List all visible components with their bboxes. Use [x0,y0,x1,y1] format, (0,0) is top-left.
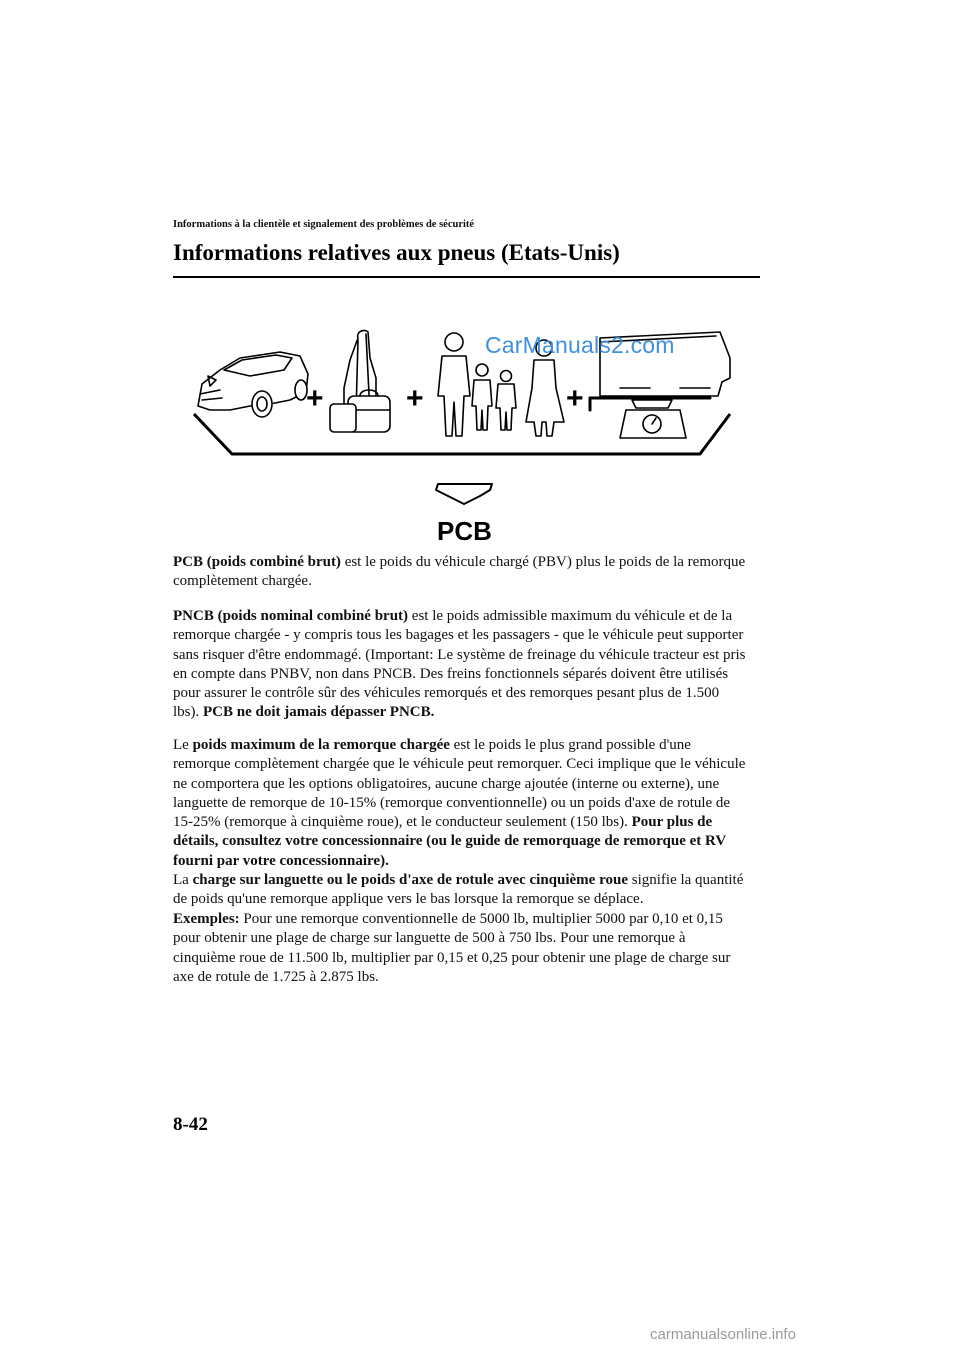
paragraph-pcb-definition [173,553,748,592]
down-arrow-icon [436,484,492,504]
car-icon [198,352,308,417]
text: Le [173,737,193,753]
section-label: Informations à la clientèle et signalement des problèmes de sécurité [173,219,475,230]
plus-sign: + [566,382,584,415]
text: est le poids admissible maximum du véhicule et de la remorque chargée - y compris tous les bagages et les passagers - que le véhicule peut supporter sans risquer d'être endommagé. (Important: Le système de freinage du véhicule tracteur est pris en compte dans PNBV, non dans PNCB. Des freins fonctionnels séparés doivent être utilisés pour assurer le contrôle sûr des véhicules remorqués et des remorques pesant plus de 1.500 lbs). [173,608,746,721]
page-title: Informations relatives aux pneus (Etats-Unis) [173,240,620,265]
plus-sign: + [306,382,324,415]
term-pncb: PNCB (poids nominal combiné brut) [173,608,409,624]
paragraph-pncb-definition [173,607,748,723]
footer-watermark: carmanualsonline.info [650,1326,796,1343]
term-tongue-load: charge sur languette ou le poids d'axe de rotule avec cinquième roue [192,872,628,889]
dealer-note: Pour plus de détails, consultez votre concessionnaire (ou le guide de remorquage de remorque et RV fourni par votre concessionnaire). [173,814,726,869]
luggage-icon [330,330,390,432]
term-max-trailer-weight: poids maximum de la remorque chargée [192,737,450,753]
paragraph-max-trailer-weight [173,736,748,910]
warning-text: PCB ne doit jamais dépasser PNCB. [203,704,435,721]
title-divider [173,276,760,278]
term-examples: Exemples: [173,911,240,927]
text: signifie la quantité de poids qu'une remorque applique vers le bas lorsque la remorque se déplace. [173,872,744,908]
pcb-result-label: PCB [437,516,492,546]
text: est le poids le plus grand possible d'une remorque complètement chargée que le véhicule peut remorquer. Ceci implique que le véhicule ne comportera que les options obligatoires, aucune charge ajoutée (interne ou externe), une languette de remorque de 10-15% (remorque conventionnelle) ou un poids d'axe de rotule de 15-25% (remorque à cinquième roue), et le conducteur seulement (150 lbs). [173,737,746,831]
term-pcb: PCB (poids combiné brut) [173,554,341,570]
text: est le poids du véhicule chargé (PBV) plus le poids de la remorque complètement chargée. [173,554,746,590]
plus-sign: + [406,382,424,415]
page-number: 8-42 [173,1114,208,1135]
text: La [173,872,193,889]
watermark: CarManuals2.com [485,332,675,358]
paragraph-examples [173,910,748,987]
text: Pour une remorque conventionnelle de 5000 lb, multiplier 5000 par 0,10 et 0,15 pour obtenir une plage de charge sur languette de 500 à 750 lbs. Pour une remorque à cinquième roue de 11.500 lb, multiplier par 0,15 et 0,25 pour obtenir une plage de charge sur axe de rotule de 1.725 à 2.875 lbs. [173,911,731,985]
